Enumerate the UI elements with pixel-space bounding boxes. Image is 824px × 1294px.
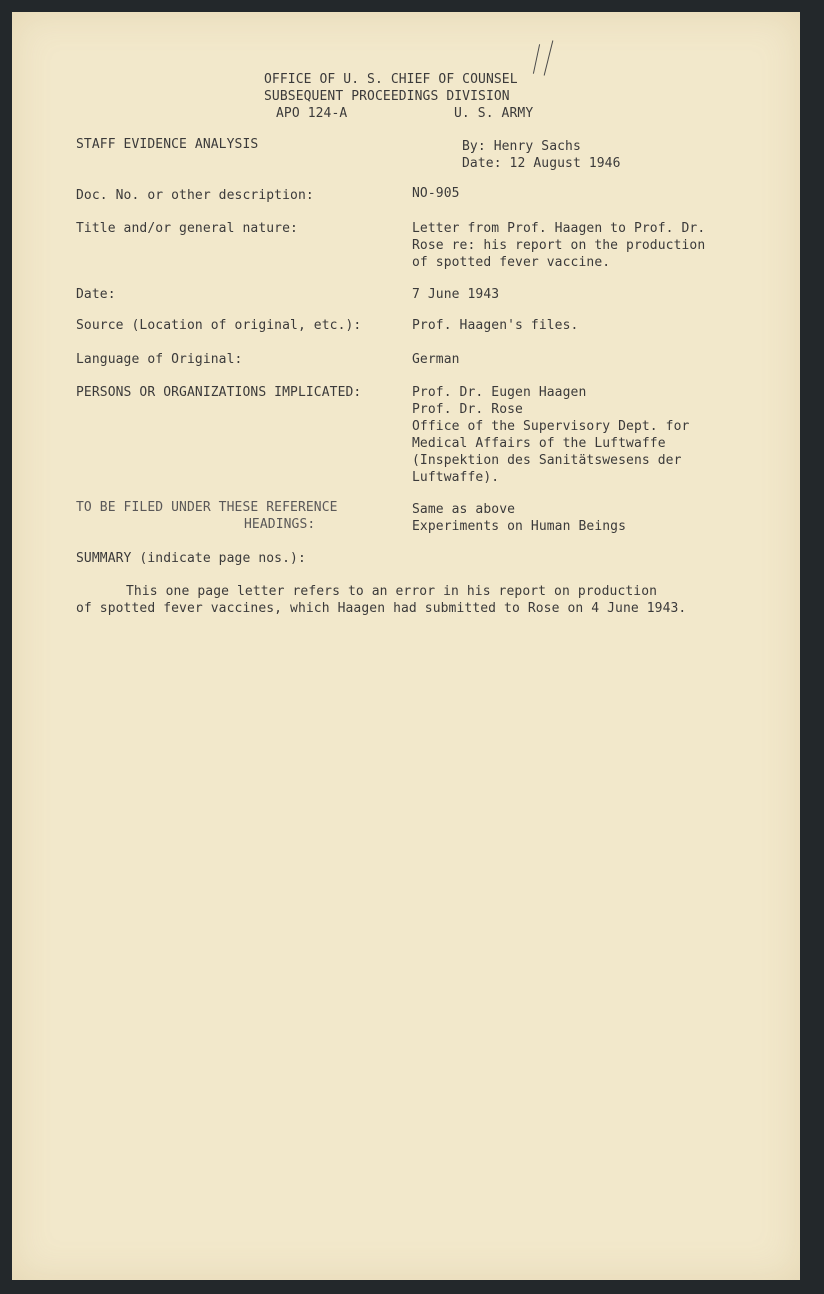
- persons-value-line: (Inspektion des Sanitätswesens der: [412, 453, 682, 468]
- source-value: Prof. Haagen's files.: [412, 318, 579, 333]
- analysis-date: Date: 12 August 1946: [462, 156, 621, 171]
- filed-under-value-line: Same as above: [412, 502, 516, 517]
- title-value-line: Letter from Prof. Haagen to Prof. Dr.: [412, 221, 706, 236]
- analysis-label: STAFF EVIDENCE ANALYSIS: [76, 137, 259, 152]
- persons-value-line: Luftwaffe).: [412, 470, 500, 485]
- title-value-line: Rose re: his report on the production: [412, 238, 706, 253]
- doc-no-value: NO-905: [412, 186, 460, 201]
- analysis-by: By: Henry Sachs: [462, 139, 581, 154]
- date-label: Date:: [76, 287, 116, 302]
- filed-under-value-line: Experiments on Human Beings: [412, 519, 627, 534]
- header-apo: APO 124-A: [276, 106, 348, 121]
- header-office: OFFICE OF U. S. CHIEF OF COUNSEL: [264, 72, 518, 87]
- source-label: Source (Location of original, etc.):: [76, 318, 362, 333]
- summary-text-line: of spotted fever vaccines, which Haagen had submitted to Rose on 4 June 1943.: [76, 601, 687, 616]
- filed-under-label-2: HEADINGS:: [244, 517, 316, 532]
- header-army: U. S. ARMY: [454, 106, 534, 121]
- language-label: Language of Original:: [76, 352, 243, 367]
- persons-label: PERSONS OR ORGANIZATIONS IMPLICATED:: [76, 385, 362, 400]
- doc-no-label: Doc. No. or other description:: [76, 188, 314, 203]
- persons-value-line: Prof. Dr. Eugen Haagen: [412, 385, 587, 400]
- header-division: SUBSEQUENT PROCEEDINGS DIVISION: [264, 89, 510, 104]
- persons-value-line: Office of the Supervisory Dept. for: [412, 419, 690, 434]
- summary-text-line: This one page letter refers to an error in his report on production: [126, 584, 658, 599]
- title-label: Title and/or general nature:: [76, 221, 298, 236]
- language-value: German: [412, 352, 460, 367]
- title-value-line: of spotted fever vaccine.: [412, 255, 611, 270]
- filed-under-label: TO BE FILED UNDER THESE REFERENCE: [76, 500, 338, 515]
- summary-label: SUMMARY (indicate page nos.):: [76, 551, 306, 566]
- persons-value-line: Prof. Dr. Rose: [412, 402, 523, 417]
- date-value: 7 June 1943: [412, 287, 500, 302]
- persons-value-line: Medical Affairs of the Luftwaffe: [412, 436, 666, 451]
